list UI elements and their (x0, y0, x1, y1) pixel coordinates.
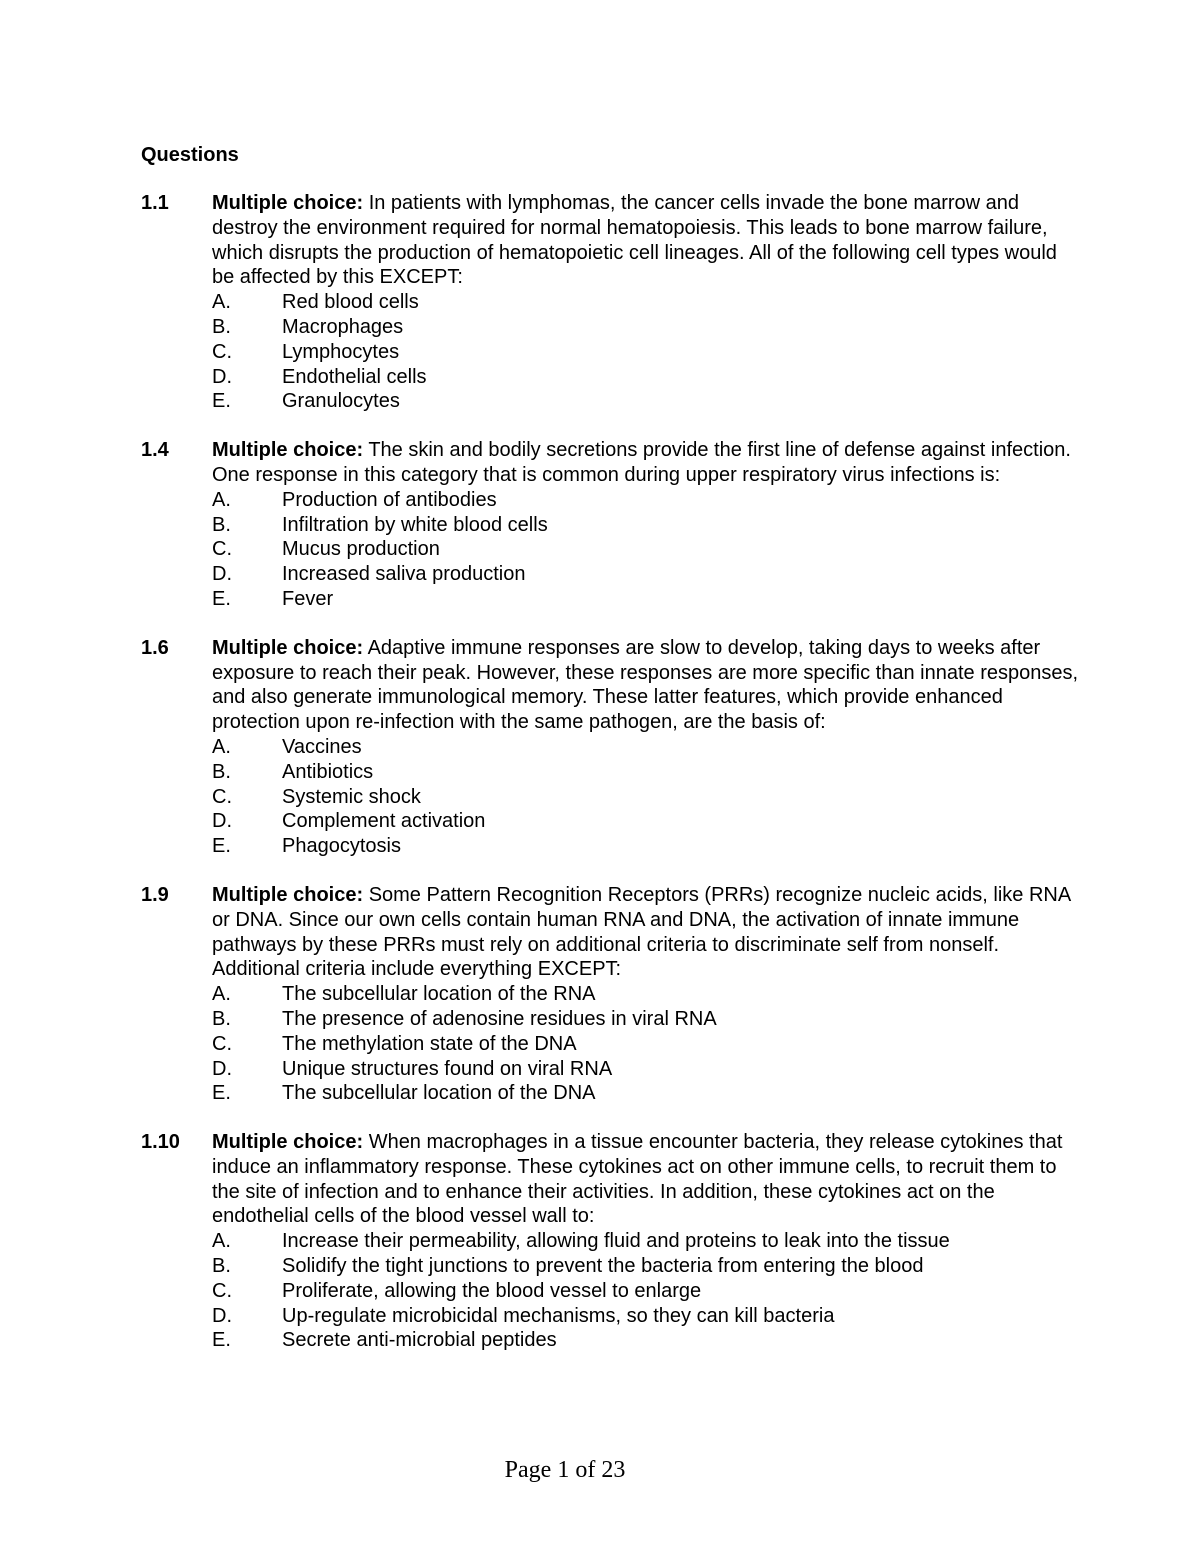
option-text: The presence of adenosine residues in viral RNA (282, 1007, 717, 1030)
question-body (212, 1130, 1081, 1353)
option-text: Production of antibodies (282, 488, 497, 511)
question-body (212, 883, 1081, 1106)
question-number: 1.6 (141, 636, 169, 659)
option-letter: D. (212, 810, 232, 833)
answer-option (212, 587, 1081, 612)
question-stem (212, 438, 1081, 488)
question-stem (212, 1130, 1081, 1229)
option-text: Unique structures found on viral RNA (282, 1057, 613, 1080)
answer-option (212, 1081, 1081, 1106)
option-letter: B. (212, 1255, 231, 1278)
answer-option (212, 834, 1081, 859)
answer-option (212, 1254, 1081, 1279)
option-text: Up-regulate microbicidal mechanisms, so they can kill bacteria (282, 1304, 835, 1327)
option-letter: E. (212, 1082, 231, 1105)
option-text: The methylation state of the DNA (282, 1032, 577, 1055)
option-letter: D. (212, 1057, 232, 1080)
option-letter: A. (212, 291, 231, 314)
option-text: Increase their permeability, allowing fluid and proteins to leak into the tissue (282, 1230, 950, 1253)
option-text: Antibiotics (282, 760, 374, 783)
answer-option (212, 1032, 1081, 1057)
answer-option (212, 785, 1081, 810)
option-letter: B. (212, 513, 231, 536)
answer-option (212, 290, 1081, 315)
section-title: Questions (141, 144, 239, 166)
question-body (212, 636, 1081, 859)
question-1-1 (141, 191, 1081, 414)
answer-option (212, 1304, 1081, 1329)
question-text: When macrophages in a tissue encounter bacteria, they release cytokines that induce an inflammatory response. These cytokines act on other immune cells, to recruit them to the site of infection and to enhance their activities. In addition, these cytokines act on the endothelial cells of the blood vessel wall to: (212, 1131, 1063, 1228)
option-letter: A. (212, 735, 231, 758)
option-text: Red blood cells (282, 291, 419, 314)
answer-option (212, 982, 1081, 1007)
question-type-label: Multiple choice: (212, 636, 364, 659)
question-stem (212, 636, 1081, 735)
option-letter: A. (212, 488, 231, 511)
answer-option (212, 513, 1081, 538)
option-letter: A. (212, 983, 231, 1006)
answer-option (212, 735, 1081, 760)
option-text: Secrete anti-microbial peptides (282, 1329, 557, 1352)
option-text: Proliferate, allowing the blood vessel to enlarge (282, 1279, 702, 1302)
question-text: Some Pattern Recognition Receptors (PRRs) recognize nucleic acids, like RNA or DNA. Since our own cells contain human RNA and DNA, the activation of innate immune pathways by these PRRs must rely on additional criteria to discriminate self from nonself. Additional criteria include everything EXCEPT: (212, 883, 1071, 981)
question-type-label: Multiple choice: (212, 883, 364, 906)
question-1-4 (141, 438, 1081, 612)
answer-option (212, 365, 1081, 390)
option-text: Vaccines (282, 735, 362, 758)
option-letter: D. (212, 563, 232, 586)
option-letter: D. (212, 1304, 232, 1327)
option-text: Increased saliva production (282, 563, 526, 586)
answer-option (212, 562, 1081, 587)
question-body (212, 191, 1081, 414)
option-letter: D. (212, 365, 232, 388)
question-list (141, 191, 1081, 1377)
option-letter: B. (212, 1007, 231, 1030)
option-text: Endothelial cells (282, 365, 427, 388)
question-type-label: Multiple choice: (212, 192, 364, 214)
option-text: Solidify the tight junctions to prevent the bacteria from entering the blood (282, 1255, 924, 1278)
option-text: Infiltration by white blood cells (282, 513, 548, 536)
question-number: 1.4 (141, 439, 169, 462)
question-number: 1.10 (141, 1131, 180, 1154)
answer-option (212, 1057, 1081, 1082)
option-letter: C. (212, 538, 232, 561)
answer-option (212, 389, 1081, 414)
answer-options (212, 735, 1081, 859)
option-letter: E. (212, 1329, 231, 1352)
option-text: Phagocytosis (282, 835, 401, 858)
option-text: Fever (282, 587, 334, 610)
answer-option (212, 315, 1081, 340)
answer-options (212, 982, 1081, 1106)
answer-options (212, 488, 1081, 612)
question-body (212, 438, 1081, 612)
question-type-label: Multiple choice: (212, 439, 364, 462)
option-letter: C. (212, 340, 232, 363)
question-1-9 (141, 883, 1081, 1106)
option-letter: E. (212, 390, 231, 413)
question-1-10 (141, 1130, 1081, 1353)
answer-option (212, 1279, 1081, 1304)
answer-option (212, 809, 1081, 834)
question-1-6 (141, 636, 1081, 859)
option-text: The subcellular location of the RNA (282, 983, 596, 1006)
question-number: 1.1 (141, 192, 169, 214)
answer-option (212, 537, 1081, 562)
option-text: Systemic shock (282, 785, 421, 808)
answer-option (212, 1328, 1081, 1353)
question-text: In patients with lymphomas, the cancer cells invade the bone marrow and destroy the environment required for normal hematopoiesis. This leads to bone marrow failure, which disrupts the production of hematopoietic cell lineages. All of the following cell types would be affected by this EXCEPT: (212, 192, 1057, 289)
option-letter: E. (212, 587, 231, 610)
option-letter: B. (212, 760, 231, 783)
question-text: Adaptive immune responses are slow to develop, taking days to weeks after exposure to reach their peak. However, these responses are more specific than innate responses, and also generate immunological memory. These latter features, which provide enhanced protection upon re-infection with the same pathogen, are the basis of: (212, 636, 1079, 734)
page-number-footer: Page 1 of 23 (504, 1457, 626, 1483)
option-text: The subcellular location of the DNA (282, 1082, 596, 1105)
question-stem (212, 191, 1081, 290)
answer-option (212, 340, 1081, 365)
question-stem (212, 883, 1081, 982)
question-type-label: Multiple choice: (212, 1131, 364, 1154)
answer-option (212, 1007, 1081, 1032)
option-letter: C. (212, 785, 232, 808)
option-text: Lymphocytes (282, 340, 400, 363)
option-letter: A. (212, 1230, 231, 1253)
option-text: Mucus production (282, 538, 440, 561)
option-letter: E. (212, 835, 231, 858)
question-text: The skin and bodily secretions provide the first line of defense against infection. One response in this category that is common during upper respiratory virus infections is: (212, 439, 1071, 486)
option-letter: C. (212, 1032, 232, 1055)
option-text: Granulocytes (282, 390, 400, 413)
answer-options (212, 1229, 1081, 1353)
option-text: Macrophages (282, 315, 404, 338)
answer-options (212, 290, 1081, 414)
option-letter: C. (212, 1279, 232, 1302)
option-text: Complement activation (282, 810, 486, 833)
question-number: 1.9 (141, 883, 169, 906)
answer-option (212, 760, 1081, 785)
answer-option (212, 488, 1081, 513)
option-letter: B. (212, 315, 231, 338)
answer-option (212, 1229, 1081, 1254)
